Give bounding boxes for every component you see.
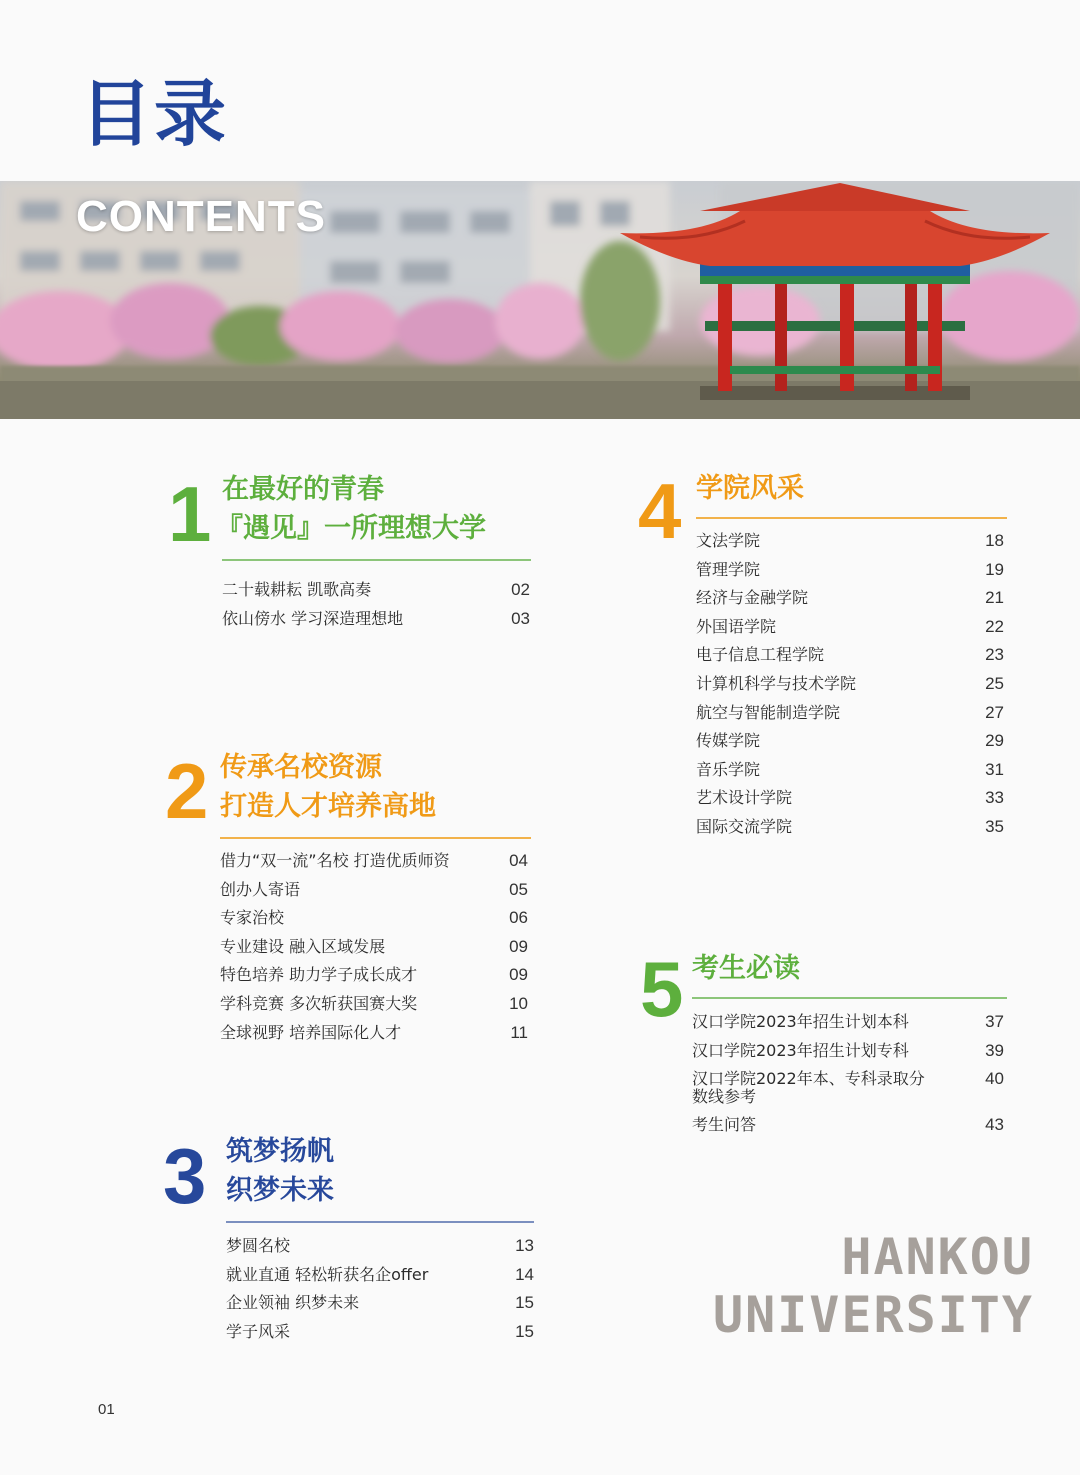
toc-entry-page: 22 bbox=[985, 616, 1004, 636]
toc-entry[interactable] bbox=[696, 556, 1004, 585]
section-2-divider bbox=[220, 837, 531, 839]
toc-entry[interactable] bbox=[220, 961, 528, 990]
toc-entry[interactable] bbox=[220, 847, 528, 876]
toc-entry-page: 14 bbox=[515, 1264, 534, 1284]
toc-entry-label: 企业领袖 织梦未来 bbox=[226, 1293, 360, 1313]
toc-entry[interactable] bbox=[692, 1111, 1004, 1140]
section-4-title: 学院风采 bbox=[696, 473, 804, 504]
toc-entry-label: 学子风采 bbox=[226, 1321, 291, 1341]
toc-entry-page: 02 bbox=[511, 580, 530, 599]
section-2-toc-list bbox=[220, 847, 528, 1047]
section-1-toc-list bbox=[222, 576, 530, 633]
toc-entry-label: 电子信息工程学院 bbox=[696, 645, 825, 665]
section-1-title-line-2: 『遇见』一所理想大学 bbox=[216, 513, 486, 544]
toc-entry-page: 39 bbox=[985, 1040, 1004, 1060]
toc-entry-label: 航空与智能制造学院 bbox=[696, 702, 841, 722]
section-1-divider bbox=[222, 559, 531, 561]
toc-entry-page: 10 bbox=[509, 993, 528, 1013]
toc-entry[interactable] bbox=[696, 699, 1004, 728]
section-3-divider bbox=[226, 1221, 534, 1223]
section-1-number: 1 bbox=[168, 470, 212, 558]
toc-entry-label: 外国语学院 bbox=[696, 616, 777, 636]
toc-entry[interactable] bbox=[696, 641, 1004, 670]
toc-entry-page: 43 bbox=[985, 1115, 1004, 1135]
toc-entry-label: 专业建设 融入区域发展 bbox=[220, 936, 386, 956]
toc-entry-label: 汉口学院2022年本、专科录取分数线参考 bbox=[692, 1069, 925, 1107]
toc-entry[interactable] bbox=[696, 756, 1004, 785]
toc-entry-label: 经济与金融学院 bbox=[696, 588, 809, 608]
section-3-number: 3 bbox=[163, 1132, 207, 1220]
toc-entry-page: 33 bbox=[985, 788, 1004, 808]
toc-entry-page: 18 bbox=[985, 531, 1004, 550]
toc-entry[interactable] bbox=[220, 990, 528, 1019]
toc-entry-page: 03 bbox=[511, 608, 530, 628]
toc-entry-page: 37 bbox=[985, 1012, 1004, 1031]
toc-entry-page: 35 bbox=[985, 816, 1004, 836]
toc-entry[interactable] bbox=[226, 1318, 534, 1347]
toc-entry-page: 29 bbox=[985, 731, 1004, 751]
toc-entry-label: 梦圆名校 bbox=[226, 1236, 291, 1255]
toc-entry-label: 国际交流学院 bbox=[696, 816, 793, 836]
toc-entry[interactable] bbox=[692, 1065, 1004, 1111]
toc-entry[interactable] bbox=[696, 727, 1004, 756]
toc-entry-label: 传媒学院 bbox=[696, 731, 761, 751]
toc-entry-page: 09 bbox=[509, 936, 528, 956]
toc-entry-label: 艺术设计学院 bbox=[696, 788, 793, 808]
toc-entry-page: 21 bbox=[985, 588, 1004, 608]
section-4-divider bbox=[696, 517, 1007, 519]
toc-entry[interactable] bbox=[696, 613, 1004, 642]
section-2-title-line-2: 打造人才培养高地 bbox=[220, 791, 436, 822]
toc-entry-page: 13 bbox=[515, 1236, 534, 1255]
section-4-toc-list bbox=[696, 527, 1004, 842]
toc-entry-page: 40 bbox=[985, 1069, 1004, 1089]
toc-entry-label: 管理学院 bbox=[696, 559, 761, 579]
toc-entry[interactable] bbox=[696, 813, 1004, 842]
toc-entry-label: 考生问答 bbox=[692, 1115, 757, 1135]
section-3-title-line-2: 织梦未来 bbox=[226, 1175, 334, 1206]
section-3-toc-list bbox=[226, 1232, 534, 1346]
toc-entry-page: 23 bbox=[985, 645, 1004, 665]
toc-entry-label: 就业直通 轻松斩获名企offer bbox=[226, 1264, 429, 1284]
toc-entry-label: 二十载耕耘 凯歌高奏 bbox=[222, 580, 372, 599]
toc-entry-label: 特色培养 助力学子成长成才 bbox=[220, 965, 418, 985]
section-5-title: 考生必读 bbox=[692, 953, 800, 984]
toc-entry-label: 学科竞赛 多次斩获国赛大奖 bbox=[220, 993, 418, 1013]
toc-entry-page: 19 bbox=[985, 559, 1004, 579]
toc-entry-label: 专家治校 bbox=[220, 908, 285, 928]
toc-entry[interactable] bbox=[226, 1289, 534, 1318]
section-3-title-line-1: 筑梦扬帆 bbox=[226, 1136, 334, 1167]
toc-entry-label: 音乐学院 bbox=[696, 759, 761, 779]
toc-entry[interactable] bbox=[696, 584, 1004, 613]
toc-entry-page: 09 bbox=[509, 965, 528, 985]
wordmark-line-2: UNIVERSITY bbox=[712, 1286, 1034, 1344]
toc-entry-page: 06 bbox=[509, 908, 528, 928]
toc-entry[interactable] bbox=[692, 1037, 1004, 1066]
toc-entry-label: 创办人寄语 bbox=[220, 879, 301, 899]
section-2-title-line-1: 传承名校资源 bbox=[220, 752, 382, 783]
toc-entry-label: 借力“双一流”名校 打造优质师资 bbox=[220, 851, 450, 870]
toc-entry-page: 15 bbox=[515, 1321, 534, 1341]
wordmark-line-1: HANKOU bbox=[841, 1228, 1034, 1286]
toc-entry-label: 计算机科学与技术学院 bbox=[696, 673, 857, 693]
toc-entry-label: 汉口学院2023年招生计划本科 bbox=[692, 1012, 909, 1031]
toc-entry[interactable] bbox=[696, 527, 1004, 556]
toc-entry-page: 15 bbox=[515, 1293, 534, 1313]
section-4-number: 4 bbox=[638, 467, 682, 555]
section-5-number: 5 bbox=[640, 945, 684, 1033]
toc-entry-label: 全球视野 培养国际化人才 bbox=[220, 1022, 402, 1042]
page-number: 01 bbox=[98, 1401, 115, 1418]
toc-entry-label: 依山傍水 学习深造理想地 bbox=[222, 608, 404, 628]
section-5-toc-list bbox=[692, 1008, 1004, 1140]
toc-entry-page: 11 bbox=[510, 1022, 528, 1042]
toc-entry[interactable] bbox=[696, 670, 1004, 699]
section-5-divider bbox=[692, 997, 1007, 999]
toc-entry-page: 05 bbox=[509, 879, 528, 899]
toc-entry[interactable] bbox=[226, 1261, 534, 1290]
toc-entry[interactable] bbox=[692, 1008, 1004, 1037]
toc-entry[interactable] bbox=[220, 933, 528, 962]
toc-entry-label: 文法学院 bbox=[696, 531, 761, 550]
section-2-number: 2 bbox=[165, 747, 209, 835]
toc-entry-label: 汉口学院2023年招生计划专科 bbox=[692, 1040, 909, 1060]
toc-entry[interactable] bbox=[696, 784, 1004, 813]
toc-entry-page: 31 bbox=[985, 759, 1004, 779]
section-1-title-line-1: 在最好的青春 bbox=[222, 474, 384, 505]
hankou-university-wordmark bbox=[713, 1228, 1034, 1344]
toc-entry-page: 04 bbox=[509, 851, 528, 870]
contents-heading: CONTENTS bbox=[76, 192, 326, 241]
toc-entry[interactable] bbox=[220, 904, 528, 933]
toc-entry-page: 25 bbox=[985, 673, 1004, 693]
page-title: 目录 bbox=[80, 72, 229, 156]
toc-entry[interactable] bbox=[222, 576, 530, 605]
toc-entry[interactable] bbox=[220, 1019, 528, 1048]
toc-entry-page: 27 bbox=[985, 702, 1004, 722]
toc-entry[interactable] bbox=[222, 605, 530, 634]
toc-entry[interactable] bbox=[220, 876, 528, 905]
toc-entry[interactable] bbox=[226, 1232, 534, 1261]
